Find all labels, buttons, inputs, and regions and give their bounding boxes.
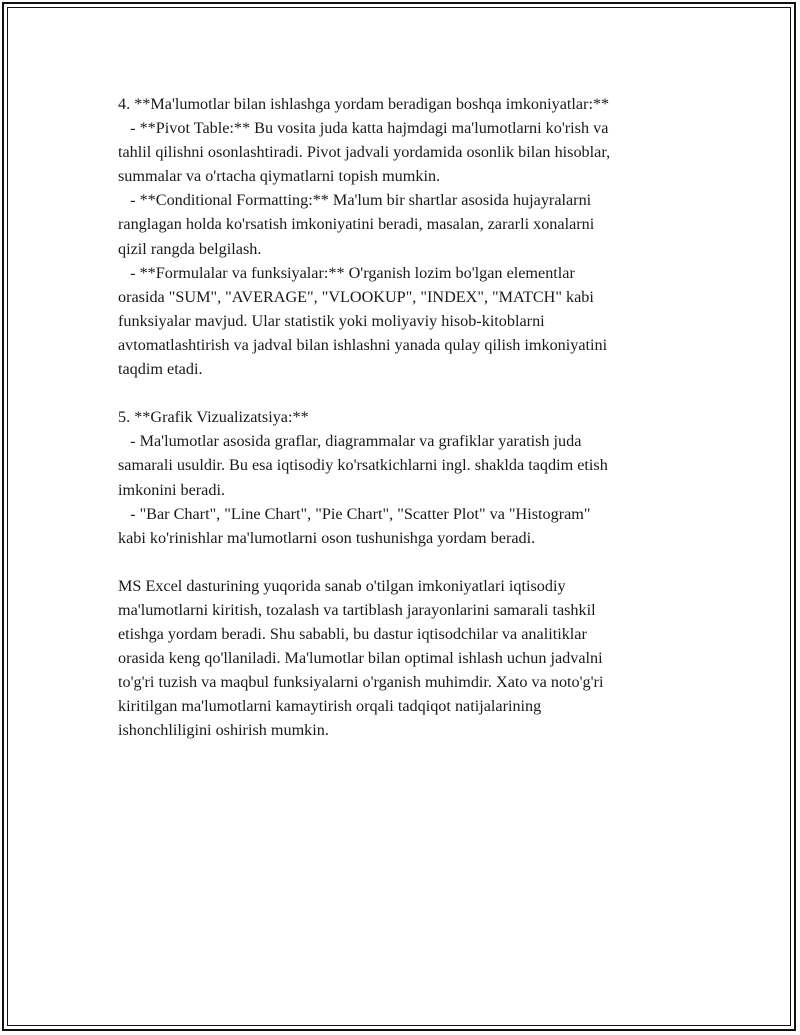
section-5-line: imkonini beradi. — [118, 480, 225, 499]
section-4-line: orasida "SUM", "AVERAGE", "VLOOKUP", "INDEX", "MATCH" kabi — [118, 287, 594, 306]
section-4-line: tahlil qilishni osonlashtiradi. Pivot jadvali yordamida osonlik bilan hisoblar, — [118, 143, 611, 162]
section-4-line: qizil rangda belgilash. — [118, 239, 262, 258]
section-5 — [118, 405, 678, 550]
section-5-line: - "Bar Chart", "Line Chart", "Pie Chart", "Scatter Plot" va "Histogram" — [118, 504, 591, 523]
section-4-line: funksiyalar mavjud. Ular statistik yoki moliyaviy hisob-kitoblarni — [118, 311, 545, 330]
conclusion-line: MS Excel dasturining yuqorida sanab o'tilgan imkoniyatlari iqtisodiy — [118, 576, 566, 595]
section-4-line: summalar va o'rtacha qiymatlarni topish mumkin. — [118, 167, 441, 186]
section-4-line: - **Conditional Formatting:** Ma'lum bir shartlar asosida hujayralarni — [118, 191, 592, 210]
conclusion-line: ma'lumotlarni kiritish, tozalash va tartiblash jarayonlarini samarali tashkil — [118, 600, 596, 619]
section-4-line: ranglagan holda ko'rsatish imkoniyatini beradi, masalan, zararli xonalarni — [118, 215, 595, 234]
paragraph-gap — [118, 550, 678, 574]
conclusion-line: to'g'ri tuzish va maqbul funksiyalarni o'rganish muhimdir. Xato va noto'g'ri — [118, 673, 604, 692]
document-body — [118, 92, 678, 743]
conclusion-line: etishga yordam beradi. Shu sababli, bu dastur iqtisodchilar va analitiklar — [118, 625, 587, 644]
section-4-line: - **Pivot Table:** Bu vosita juda katta hajmdagi ma'lumotlarni ko'rish va — [118, 119, 609, 138]
section-4-heading: 4. **Ma'lumotlar bilan ishlashga yordam beradigan boshqa imkoniyatlar:** — [118, 95, 610, 113]
section-4-line: avtomatlashtirish va jadval bilan ishlashni yanada qulay qilish imkoniyatini — [118, 335, 608, 354]
paragraph-gap — [118, 381, 678, 405]
conclusion-paragraph — [118, 574, 678, 743]
conclusion-line: ishonchliligini oshirish mumkin. — [118, 721, 329, 740]
section-5-line: kabi ko'rinishlar ma'lumotlarni oson tushunishga yordam beradi. — [118, 528, 536, 547]
section-5-line: - Ma'lumotlar asosida graflar, diagrammalar va grafiklar yaratish juda — [118, 432, 582, 451]
section-4 — [118, 92, 678, 381]
conclusion-line: orasida keng qo'llaniladi. Ma'lumotlar bilan optimal ishlash uchun jadvalni — [118, 649, 603, 668]
section-5-heading: 5. **Grafik Vizualizatsiya:** — [118, 408, 309, 427]
conclusion-line: kiritilgan ma'lumotlarni kamaytirish orqali tadqiqot natijalarining — [118, 697, 542, 716]
section-5-line: samarali usuldir. Bu esa iqtisodiy ko'rsatkichlarni ingl. shaklda taqdim etish — [118, 456, 608, 475]
section-4-line: - **Formulalar va funksiyalar:** O'rganish lozim bo'lgan elementlar — [118, 263, 575, 282]
section-4-line: taqdim etadi. — [118, 360, 203, 379]
